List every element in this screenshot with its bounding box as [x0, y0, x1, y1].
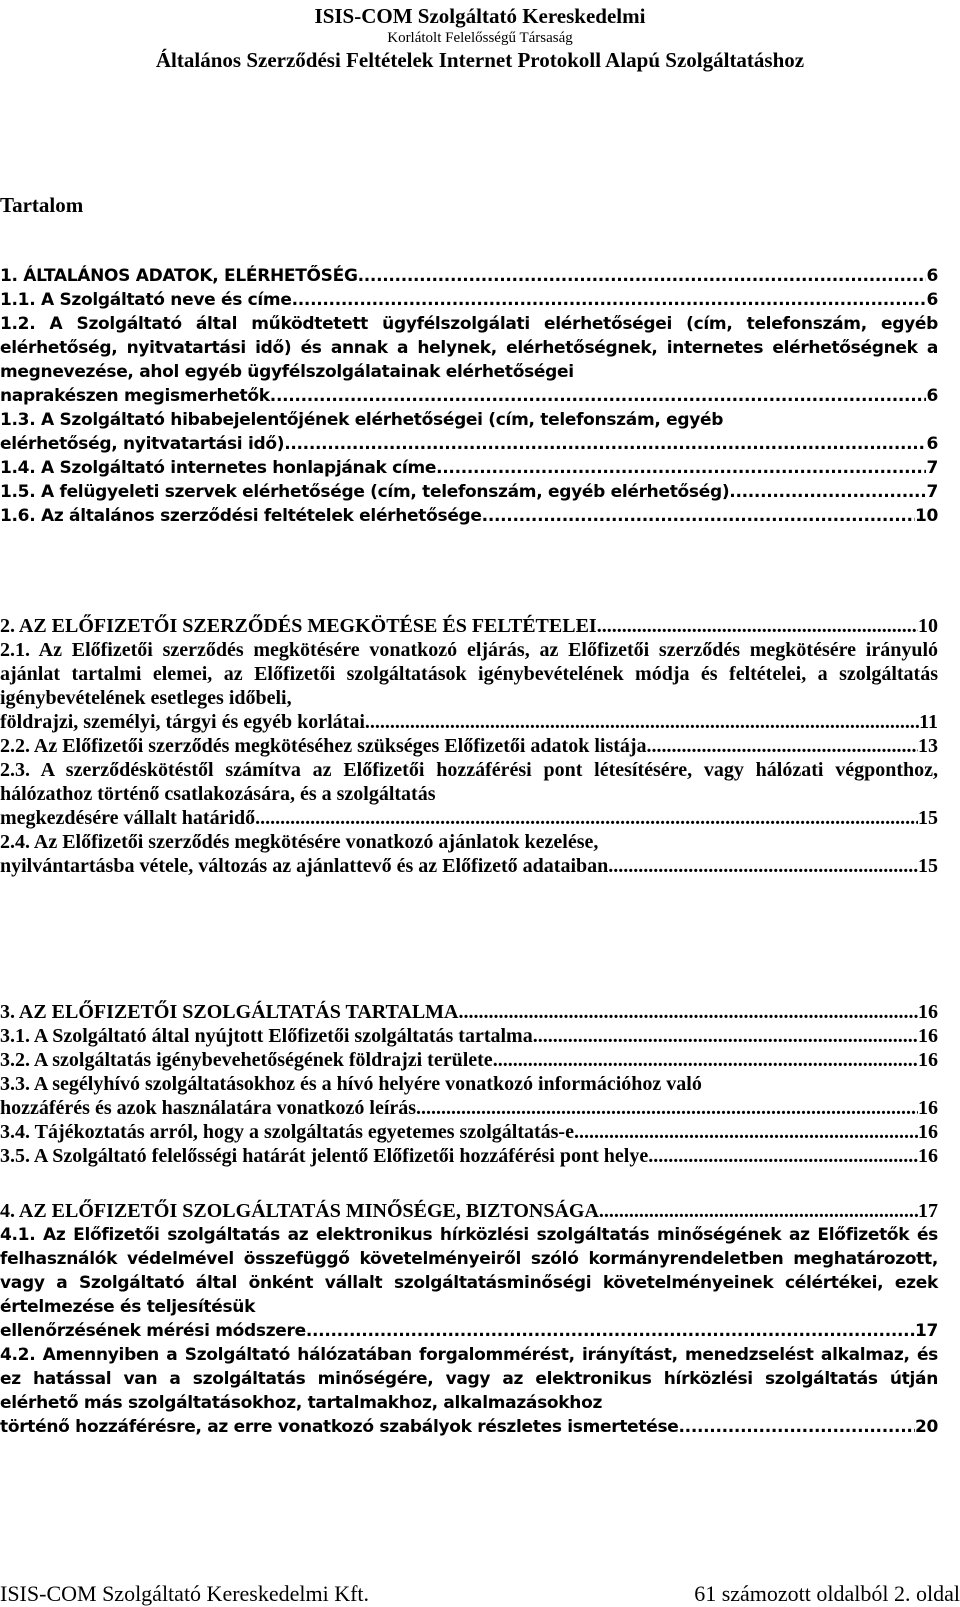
- toc-section-2: [0, 614, 938, 878]
- toc-entry-text-last-line: hozzáférés és azok használatára vonatkozó leírás: [0, 1097, 417, 1119]
- toc-entry-page: 10: [918, 615, 938, 637]
- toc-entry-text: 2.1. Az Előfizetői szerződés megkötésére vonatkozó eljárás, az Előfizetői szerződés megkötésére irányuló ajánlat tartalmi elemei, az Előfizetői szolgáltatások igénybevételének módja és feltételei, a szolgáltatás igénybevételének esetleges időbeli,: [0, 639, 938, 709]
- toc-entry[interactable]: [0, 734, 938, 758]
- toc-leader-dots: [599, 1199, 918, 1223]
- toc-entry-text: 3.1. A Szolgáltató által nyújtott Előfizetői szolgáltatás tartalma: [0, 1025, 533, 1047]
- toc-entry-text-last-line: naprakészen megismerhetők: [0, 386, 270, 406]
- toc-section-1: [0, 264, 938, 528]
- toc-leader-dots: [574, 1120, 918, 1144]
- toc-entry[interactable]: [0, 830, 938, 878]
- toc-leader-dots: [493, 1048, 918, 1072]
- toc-leader-dots: [482, 504, 915, 528]
- toc-entry-page: 6: [926, 290, 938, 310]
- toc-entry-page: 16: [918, 1145, 938, 1167]
- toc-leader-dots: [436, 456, 926, 480]
- footer-company: ISIS-COM Szolgáltató Kereskedelmi Kft.: [0, 1581, 370, 1606]
- toc-entry-text: 1. ÁLTALÁNOS ADATOK, ELÉRHETŐSÉG: [0, 266, 358, 286]
- toc-entry[interactable]: [0, 456, 938, 480]
- toc-leader-dots: [729, 480, 926, 504]
- toc-entry[interactable]: [0, 1223, 938, 1343]
- toc-entry-text: 3. AZ ELŐFIZETŐI SZOLGÁLTATÁS TARTALMA: [0, 1001, 459, 1023]
- toc-entry-text: 4.2. Amennyiben a Szolgáltató hálózatában forgalommérést, irányítást, menedzselést alkalmaz, és ez hatással van a szolgáltatás minőségére, vagy az elektronikus hírközlési szolgáltatás útján elérhető más szolgáltatásokhoz, tartalmakhoz, alkalmazásokhoz: [0, 1345, 938, 1413]
- toc-entry-page: 10: [914, 506, 938, 526]
- toc-entry[interactable]: [0, 312, 938, 408]
- toc-section-4: [0, 1199, 938, 1439]
- toc-entry-page: 17: [914, 1321, 938, 1341]
- toc-leader-dots: [608, 854, 918, 878]
- toc-entry[interactable]: [0, 614, 938, 638]
- toc-entry-text: 3.2. A szolgáltatás igénybevehetőségének földrajzi területe: [0, 1049, 493, 1071]
- toc-leader-dots: [365, 710, 919, 734]
- toc-leader-dots: [306, 1319, 915, 1343]
- toc-entry-text-last-line: földrajzi, személyi, tárgyi és egyéb korlátai: [0, 711, 365, 733]
- toc-section-3: [0, 1000, 938, 1168]
- toc-entry[interactable]: [0, 288, 938, 312]
- toc-leader-dots: [255, 806, 918, 830]
- toc-entry-page: 16: [918, 1121, 938, 1143]
- toc-leader-dots: [648, 1144, 918, 1168]
- toc-entry-page: 7: [926, 482, 938, 502]
- toc-entry-text: 3.5. A Szolgáltató felelősségi határát jelentő Előfizetői hozzáférési pont helye: [0, 1145, 649, 1167]
- toc-leader-dots: [679, 1415, 915, 1439]
- toc-entry-text: 2.2. Az Előfizetői szerződés megkötéséhez szükséges Előfizetői adatok listája: [0, 735, 647, 757]
- toc-entry-text-last-line: nyilvántartásba vétele, változás az ajánlattevő és az Előfizető adataiban: [0, 855, 609, 877]
- toc-entry-page: 16: [918, 1049, 938, 1071]
- toc-entry-text-last-line: ellenőrzésének mérési módszere: [0, 1321, 306, 1341]
- toc-entry-text: 1.2. A Szolgáltató által működtetett ügyfélszolgálati elérhetőségei (cím, telefonszám, egyéb elérhetőség, nyitvatartási idő) és annak a helynek, elérhetőségnek, internetes elérhetőségnek a megnevezése, ahol egyéb ügyfélszolgálatainak elérhetőségei: [0, 314, 938, 382]
- toc-entry[interactable]: [0, 638, 938, 734]
- toc-entry[interactable]: [0, 504, 938, 528]
- toc-entry-page: 7: [926, 458, 938, 478]
- toc-entry-page: 17: [918, 1200, 938, 1222]
- toc-entry-text-last-line: megkezdésére vállalt határidő: [0, 807, 256, 829]
- toc-entry-page: 20: [914, 1417, 938, 1437]
- toc-entry-page: 6: [926, 386, 938, 406]
- toc-entry-page: 6: [926, 434, 938, 454]
- toc-entry[interactable]: [0, 758, 938, 830]
- document-title: Általános Szerződési Feltételek Internet Protokoll Alapú Szolgáltatáshoz: [155, 48, 805, 72]
- toc-leader-dots: [270, 384, 927, 408]
- toc-leader-dots: [647, 734, 918, 758]
- toc-entry-page: 15: [918, 807, 938, 829]
- toc-entry-page: 11: [919, 711, 938, 733]
- toc-leader-dots: [358, 264, 927, 288]
- toc-entry-text-last-line: történő hozzáférésre, az erre vonatkozó szabályok részletes ismertetése: [0, 1417, 679, 1437]
- toc-entry[interactable]: [0, 1072, 938, 1120]
- toc-entry[interactable]: [0, 480, 938, 504]
- company-legal-form: Korlátolt Felelősségű Társaság: [387, 30, 573, 46]
- toc-entry-text: 2.4. Az Előfizetői szerződés megkötésére vonatkozó ajánlatok kezelése,: [0, 831, 599, 853]
- toc-leader-dots: [416, 1096, 918, 1120]
- toc-entry[interactable]: [0, 1144, 938, 1168]
- toc-entry-text: 1.5. A felügyeleti szervek elérhetősége (cím, telefonszám, egyéb elérhetőség): [0, 482, 730, 502]
- toc-entry-page: 6: [926, 266, 938, 286]
- toc-leader-dots: [284, 432, 926, 456]
- company-name: ISIS-COM Szolgáltató Kereskedelmi: [314, 4, 646, 28]
- toc-entry[interactable]: [0, 1024, 938, 1048]
- toc-entry[interactable]: [0, 1343, 938, 1439]
- toc-title: Tartalom: [0, 193, 84, 217]
- toc-entry-text: 3.4. Tájékoztatás arról, hogy a szolgáltatás egyetemes szolgáltatás-e: [0, 1121, 574, 1143]
- toc-entry[interactable]: [0, 1120, 938, 1144]
- toc-entry-text: 4. AZ ELŐFIZETŐI SZOLGÁLTATÁS MINŐSÉGE, BIZTONSÁGA: [0, 1200, 599, 1222]
- toc-entry-text: 2.3. A szerződéskötéstől számítva az Előfizetői hozzáférési pont létesítésére, vagy hálózati végponthoz, hálózathoz történő csatlakozására, és a szolgáltatás: [0, 759, 938, 805]
- toc-entry-text: 4.1. Az Előfizetői szolgáltatás az elektronikus hírközlési szolgáltatás minőségének az Előfizetők és felhasználók védelmével összefüggő követelményeiről szóló kormányrendeletben meghatározott, vagy a Szolgáltató által önként vállalt szolgáltatásminőségi követelményeinek célértékei, ezek értelmezése és teljesítésük: [0, 1225, 938, 1317]
- toc-entry-page: 16: [918, 1001, 938, 1023]
- toc-entry-text-last-line: elérhetőség, nyitvatartási idő): [0, 434, 285, 454]
- toc-entry[interactable]: [0, 1199, 938, 1223]
- toc-entry[interactable]: [0, 264, 938, 288]
- toc-entry-text: 1.4. A Szolgáltató internetes honlapjának címe: [0, 458, 437, 478]
- toc-leader-dots: [597, 614, 918, 638]
- toc-entry-text: 1.1. A Szolgáltató neve és címe: [0, 290, 292, 310]
- toc-leader-dots: [292, 288, 927, 312]
- footer-page-count: 61 számozott oldalból 2. oldal: [694, 1581, 960, 1606]
- toc-leader-dots: [533, 1024, 918, 1048]
- toc-entry-page: 13: [918, 735, 938, 757]
- toc-entry-text: 3.3. A segélyhívó szolgáltatásokhoz és a hívó helyére vonatkozó információhoz való: [0, 1073, 702, 1095]
- toc-entry-text: 2. AZ ELŐFIZETŐI SZERZŐDÉS MEGKÖTÉSE ÉS FELTÉTELEI: [0, 615, 597, 637]
- page-header: [0, 4, 960, 72]
- toc-entry[interactable]: [0, 408, 938, 456]
- toc-entry-page: 16: [918, 1025, 938, 1047]
- toc-entry-page: 15: [918, 855, 938, 877]
- page-footer: [0, 1581, 960, 1607]
- toc-entry[interactable]: [0, 1000, 938, 1024]
- toc-entry-text: 1.3. A Szolgáltató hibabejelentőjének elérhetőségei (cím, telefonszám, egyéb: [0, 410, 724, 430]
- toc-entry[interactable]: [0, 1048, 938, 1072]
- toc-entry-page: 16: [918, 1097, 938, 1119]
- toc-entry-text: 1.6. Az általános szerződési feltételek elérhetősége: [0, 506, 482, 526]
- toc-leader-dots: [459, 1000, 919, 1024]
